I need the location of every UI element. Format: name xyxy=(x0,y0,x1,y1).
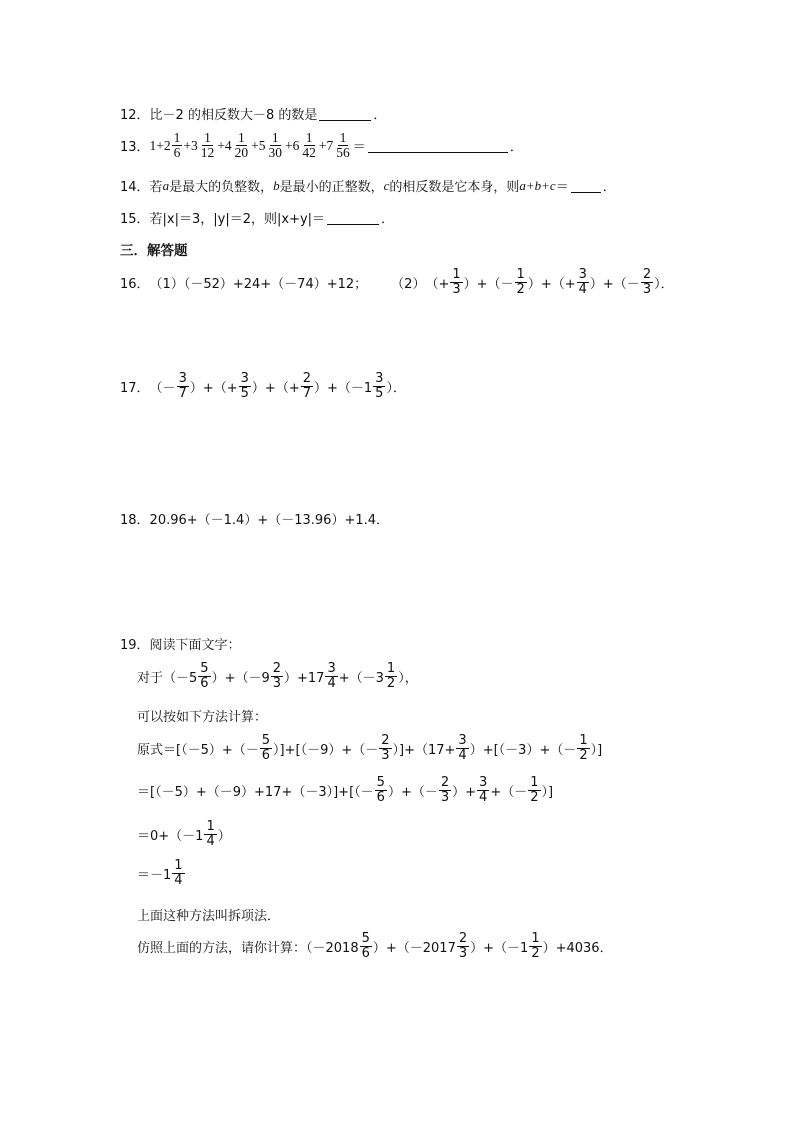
q19-l3-f4-den: 2 xyxy=(579,747,588,763)
q13-f2-den: 12 xyxy=(200,145,215,161)
q12-end: ． xyxy=(373,108,387,123)
q19-line-4 xyxy=(137,776,553,804)
question-15 xyxy=(120,208,394,227)
q19-l1-prefix: 对于（－5 xyxy=(137,670,198,686)
q16-term-4-prefix: ）+（－ xyxy=(589,276,640,292)
q19-l8-prefix: 仿照上面的方法，请你计算：（－2018 xyxy=(137,940,359,956)
q16-f2-den: 2 xyxy=(516,281,525,297)
q19-l3-fraction-3 xyxy=(456,734,468,762)
q13-number: 13． xyxy=(120,140,150,156)
q19-l8-f1-num: 5 xyxy=(361,931,370,946)
q19-l8-mid-1: ）+（－2017 xyxy=(372,940,456,956)
q13-f6-den: 56 xyxy=(336,145,350,161)
q15-text: 若|x|＝3，|y|＝2，则|x+y|＝ xyxy=(149,212,326,227)
q19-l1-f2-num: 2 xyxy=(272,661,282,676)
q19-l3-f1-den: 6 xyxy=(261,747,271,763)
q16-fraction-1 xyxy=(450,268,462,296)
question-17 xyxy=(120,372,406,400)
q19-l1-mid-3: +（－3 xyxy=(338,670,384,686)
q19-l1-f3-num: 3 xyxy=(327,661,336,676)
q16-part-1: （1）（－52）+24+（－74）+12； xyxy=(149,276,368,292)
q19-l1-mid-2: ）+17 xyxy=(284,670,325,686)
q14-equals: ＝ xyxy=(555,180,569,195)
q16-fraction-3 xyxy=(577,268,589,296)
q19-l1-f4-den: 2 xyxy=(386,675,396,691)
q19-l4-fraction-2 xyxy=(439,776,451,804)
q19-l3-fraction-2 xyxy=(379,734,391,762)
q17-f3-den: 7 xyxy=(302,385,311,401)
q16-end: ）． xyxy=(654,276,674,292)
q17-f2-den: 5 xyxy=(240,385,249,401)
q19-l5-end: ） xyxy=(217,828,231,844)
q13-f2-num: 1 xyxy=(204,130,211,145)
q19-l4-prefix: ＝[（－5）+（－9）+17+（－3）]+[（－ xyxy=(137,784,374,800)
q17-fraction-2 xyxy=(239,372,251,400)
q19-l5-f-den: 4 xyxy=(206,833,215,849)
q19-l8-fraction-2 xyxy=(457,932,469,960)
q19-l1-f3-den: 4 xyxy=(327,675,336,691)
q19-l4-f4-den: 2 xyxy=(530,789,539,805)
q12-answer-blank xyxy=(319,119,371,121)
q13-fraction-3 xyxy=(233,131,251,160)
q19-line-5 xyxy=(137,820,231,848)
question-19 xyxy=(120,634,241,653)
q19-l4-f2-den: 3 xyxy=(440,789,450,805)
q19-line-8 xyxy=(137,932,613,960)
q19-l1-mid-1: ）+（－9 xyxy=(211,670,270,686)
q19-l4-f1-num: 5 xyxy=(376,775,385,790)
q19-l3-prefix: 原式＝[（－5）+（－ xyxy=(137,742,259,758)
q18-text: 20.96+（－1.4）+（－13.96）+1.4． xyxy=(149,513,390,528)
q17-fraction-4 xyxy=(373,372,385,400)
q17-f1-den: 7 xyxy=(178,385,187,401)
q13-f4-den: 30 xyxy=(268,145,283,161)
question-13 xyxy=(120,131,523,160)
q19-l8-end: ）+4036． xyxy=(542,940,613,956)
q13-fraction-5 xyxy=(300,131,318,160)
question-18 xyxy=(120,509,389,528)
q19-l1-fraction-2 xyxy=(271,662,283,690)
q14-var-a: a xyxy=(162,177,170,193)
q19-l6-f-den: 4 xyxy=(174,872,183,888)
q14-number: 14． xyxy=(120,180,150,195)
q12-number: 12． xyxy=(120,108,150,123)
q17-number: 17． xyxy=(120,380,150,396)
q16-f3-den: 4 xyxy=(578,281,587,297)
q17-term-3-prefix: ）+（+ xyxy=(251,380,300,396)
q13-f1-num: 1 xyxy=(173,130,181,145)
q17-f3-num: 2 xyxy=(302,371,311,386)
q19-line-6 xyxy=(137,859,186,887)
q19-l8-f2-den: 3 xyxy=(458,945,468,961)
q13-term-1-int: 1+2 xyxy=(149,137,171,153)
q17-f4-num: 3 xyxy=(375,371,384,386)
question-16 xyxy=(120,268,674,296)
q19-l4-mid-2: ）+ xyxy=(452,784,477,800)
q19-l5-fraction xyxy=(204,820,216,848)
q16-f1-num: 1 xyxy=(452,267,461,282)
q19-line-1 xyxy=(137,662,418,690)
q19-l3-mid-3: ）+[（－3）+（－ xyxy=(469,742,577,758)
q13-f3-num: 1 xyxy=(238,130,245,145)
q13-term-5-int: +6 xyxy=(285,137,300,153)
q16-f1-den: 3 xyxy=(452,281,461,297)
q16-f4-num: 2 xyxy=(642,267,652,282)
q19-l5-prefix: ＝0+（－1 xyxy=(137,828,204,844)
q19-l3-f3-num: 3 xyxy=(458,733,467,748)
q19-l1-f1-num: 5 xyxy=(200,661,209,676)
q19-l3-f2-den: 3 xyxy=(381,747,390,763)
q16-fraction-4 xyxy=(641,268,653,296)
q19-l4-mid-1: ）+（－ xyxy=(387,784,438,800)
q17-term-1-prefix: （－ xyxy=(149,380,176,396)
q13-fraction-4 xyxy=(267,131,285,160)
q14-answer-blank xyxy=(571,191,601,193)
q16-term-1-prefix: （+ xyxy=(425,276,450,292)
q13-f1-den: 6 xyxy=(173,145,181,161)
q19-l6-fraction xyxy=(172,859,184,887)
question-12 xyxy=(120,104,386,123)
q13-f6-num: 1 xyxy=(339,130,347,145)
q19-l4-f3-num: 3 xyxy=(479,775,488,790)
q19-l4-mid-3: +（－ xyxy=(490,784,528,800)
q19-l3-fraction-4 xyxy=(577,734,589,762)
q19-l3-f2-num: 2 xyxy=(381,733,390,748)
q19-l6-f-num: 1 xyxy=(174,858,183,873)
q19-l3-f1-num: 5 xyxy=(261,733,271,748)
q19-l4-f1-den: 6 xyxy=(376,789,385,805)
q16-term-2-prefix: ）+（－ xyxy=(463,276,514,292)
q14-expression: a+b+c xyxy=(519,177,556,193)
q19-line-3 xyxy=(137,734,602,762)
q19-l4-f4-num: 1 xyxy=(530,775,539,790)
q13-f5-num: 1 xyxy=(305,130,313,145)
q19-l4-end: ）] xyxy=(541,784,554,800)
section-3-heading: 三．解答题 xyxy=(120,243,188,259)
q19-l8-f1-den: 6 xyxy=(361,945,370,961)
q16-f3-num: 3 xyxy=(578,267,587,282)
q17-fraction-1 xyxy=(177,372,189,400)
q19-l1-f4-num: 1 xyxy=(386,661,396,676)
q13-f5-den: 42 xyxy=(302,145,316,161)
q19-l3-f3-den: 4 xyxy=(458,747,467,763)
q19-l4-fraction-3 xyxy=(477,776,489,804)
question-14 xyxy=(120,176,616,195)
q15-number: 15． xyxy=(120,212,150,227)
q19-l8-f3-num: 1 xyxy=(531,931,540,946)
q19-l8-f2-num: 2 xyxy=(458,931,468,946)
q17-f2-num: 3 xyxy=(240,371,249,386)
q14-text-1: 若 xyxy=(149,180,163,195)
q14-text-4: 的相反数是它本身，则 xyxy=(389,180,520,195)
q12-text: 比－2 的相反数大－8 的数是 xyxy=(149,108,318,123)
q16-fraction-2 xyxy=(515,268,527,296)
q19-l4-f2-num: 2 xyxy=(440,775,450,790)
q19-number: 19． xyxy=(120,638,150,653)
q16-f4-den: 3 xyxy=(642,281,652,297)
q19-l4-fraction-1 xyxy=(375,776,387,804)
q19-l8-mid-2: ）+（－1 xyxy=(470,940,529,956)
q13-equals: ＝ xyxy=(352,140,366,156)
q19-line-2: 可以按如下方法计算： xyxy=(137,710,268,725)
q19-l4-f3-den: 4 xyxy=(479,789,488,805)
q19-l6-prefix: ＝－1 xyxy=(137,867,172,883)
q19-l3-f4-num: 1 xyxy=(579,733,588,748)
q17-term-2-prefix: ）+（+ xyxy=(189,380,238,396)
q15-end: ． xyxy=(381,212,395,227)
q13-term-6-int: +7 xyxy=(318,137,334,153)
q19-l8-f3-den: 2 xyxy=(531,945,540,961)
q19-l8-fraction-3 xyxy=(529,932,541,960)
q16-part-2-label: （2） xyxy=(391,276,426,292)
q13-end: ． xyxy=(509,140,523,156)
q19-line-7: 上面这种方法叫拆项法． xyxy=(137,909,281,924)
q13-fraction-6 xyxy=(334,131,352,160)
q13-term-3-int: +4 xyxy=(217,137,232,153)
q19-l1-fraction-1 xyxy=(198,662,210,690)
q13-fraction-2 xyxy=(199,131,217,160)
q17-fraction-3 xyxy=(301,372,313,400)
q19-l3-fraction-1 xyxy=(260,734,272,762)
q14-text-2: 是最大的负整数， xyxy=(169,180,274,195)
q13-term-2-int: +3 xyxy=(183,137,198,153)
q17-f1-num: 3 xyxy=(178,371,187,386)
q19-l1-f1-den: 6 xyxy=(200,675,209,691)
q19-l5-f-num: 1 xyxy=(206,819,215,834)
q14-var-c: c xyxy=(383,177,390,193)
q19-l1-fraction-4 xyxy=(385,662,397,690)
q13-answer-blank xyxy=(368,151,508,153)
q19-l1-f2-den: 3 xyxy=(272,675,282,691)
q19-l3-mid-1: ）]+[（－9）+（－ xyxy=(273,742,379,758)
q15-answer-blank xyxy=(327,223,379,225)
q14-end: ． xyxy=(602,180,616,195)
q13-fraction-1 xyxy=(172,131,183,160)
q19-l1-fraction-3 xyxy=(325,662,337,690)
q19-l4-fraction-4 xyxy=(528,776,540,804)
q14-var-b: b xyxy=(273,177,280,193)
q13-term-4-int: +5 xyxy=(251,137,266,153)
q19-l8-fraction-1 xyxy=(360,932,372,960)
q16-term-3-prefix: ）+（+ xyxy=(527,276,576,292)
q19-l3-end: ）] xyxy=(590,742,603,758)
q19-intro: 阅读下面文字： xyxy=(149,638,241,653)
q13-f4-num: 1 xyxy=(271,130,279,145)
q19-l1-end: ）， xyxy=(398,670,418,686)
q13-f3-den: 20 xyxy=(234,145,249,161)
q16-f2-num: 1 xyxy=(516,267,525,282)
q17-term-4-prefix: ）+（－1 xyxy=(314,380,373,396)
q19-l3-mid-2: ）]+（17+ xyxy=(392,742,456,758)
q17-end: ）． xyxy=(386,380,406,396)
q14-text-3: 是最小的正整数， xyxy=(279,180,384,195)
q16-number: 16． xyxy=(120,276,150,292)
q17-f4-den: 5 xyxy=(375,385,384,401)
q18-number: 18． xyxy=(120,513,150,528)
